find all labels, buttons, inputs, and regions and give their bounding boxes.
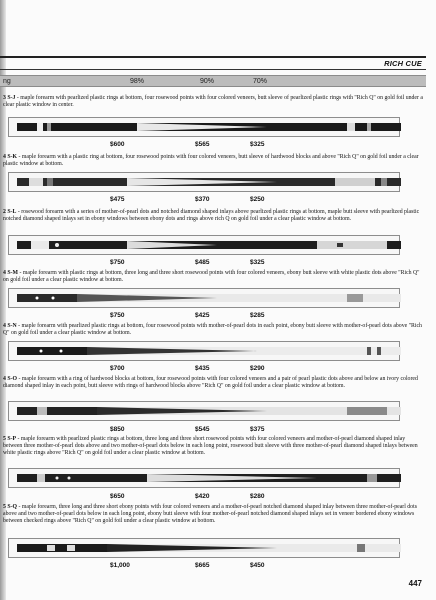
price-98: $750 [110,259,125,266]
cue-photo [8,117,400,137]
item-code: 4 S-M [3,270,18,276]
item-description [3,270,423,284]
cue-photo [8,401,400,421]
cue-image [17,346,401,356]
item-text: - maple forearm with pearlized plastic rings at bottom, three long and three short rosewood points with four colored veneers and mother-of-pearl diamond shaped inlay between three mother-of-pearl dots above and two mother-of-pearl dots below in each long point, rosewood butt sleeve with three mother-of-pearl diamond shaped inlays between white plastic rings above "Rich Q" on gold foil under a clear plastic window at bottom. [3,436,418,457]
item-description [3,436,423,457]
price-70: $290 [250,365,265,372]
price-90: $425 [195,312,210,319]
item-description [3,154,423,168]
grade-98: 98% [130,78,145,85]
grade-90: 90% [200,78,215,85]
item-code: 5 S-Q [3,504,18,510]
price-98: $475 [110,196,125,203]
item-text: - maple forearm with pearlized plastic rings at bottom, four rosewood points with mother-of-pearl dots in each point, ebony butt sleeve with mother-of-pearl dots above "Rich Q" on gold foil under a clear plastic window at bottom. [3,323,422,337]
price-98: $700 [110,365,125,372]
grade-70: 70% [253,78,268,85]
cue-image [17,240,401,250]
item-code: 4 S-N [3,323,17,329]
price-90: $545 [195,426,210,433]
cue-image [17,122,401,132]
price-98: $600 [110,141,125,148]
item-description [3,504,423,525]
section-title: RICH CUE [384,59,422,68]
item-text: - maple forearm with plastic rings at bottom, three long and three short rosewood points with four colored veneers, ebony butt sleeve with white plastic dots above "Rich Q" on gold foil under a clear plastic window at bottom. [3,270,420,284]
cue-photo [8,172,400,192]
cue-image [17,177,401,187]
item-text: - maple forearm with pearlized plastic rings at bottom, four rosewood points with four colored veneers, butt sleeve of pearlized plastic rings with "Rich Q" on gold foil under a clear plastic window in center. [3,95,423,109]
cue-image [17,473,401,483]
price-90: $565 [195,141,210,148]
condition-grade-bar [0,75,426,87]
item-text: - rosewood forearm with a series of mother-of-pearl dots and notched diamond shaped inlays above pearlized plastic rings at bottom, maple butt sleeve with pearlized plastic notched diamond shaped inlays set in ebony windows between ebony dots and rings above rich Q on gold foil under a clear plastic window at bottom. [3,209,420,223]
price-70: $375 [250,426,265,433]
price-70: $450 [250,562,265,569]
item-code: 4 S-K [3,154,18,160]
item-description [3,376,423,390]
cue-photo [8,341,400,361]
price-98: $850 [110,426,125,433]
item-description [3,209,423,223]
cue-photo [8,468,400,488]
item-description [3,95,423,109]
cue-image [17,543,401,553]
price-70: $325 [250,259,265,266]
price-70: $280 [250,493,265,500]
item-description [3,323,423,337]
price-70: $285 [250,312,265,319]
price-90: $485 [195,259,210,266]
price-90: $370 [195,196,210,203]
grade-bar-label: ng [3,78,11,85]
cue-image [17,293,401,303]
item-text: - maple forearm with a ring of hardwood blocks at bottom, four rosewood points with four colored veneers and a pair of pearl plastic dots above and below an ivory colored diamond shaped inlay in each point, butt sleeve with rings of hardwood blocks above "Rich Q" on gold foil under a clear plastic window at bottom. [3,376,418,390]
price-70: $325 [250,141,265,148]
header-rule-lower [0,69,426,70]
cue-photo [8,235,400,255]
item-code: 2 S-L [3,209,17,215]
item-code: 4 S-O [3,376,18,382]
page-number: 447 [408,579,422,588]
price-98: $1,000 [110,562,130,569]
cue-image [17,406,401,416]
cue-photo [8,538,400,558]
price-70: $250 [250,196,265,203]
item-code: 3 S-J [3,95,16,101]
price-90: $420 [195,493,210,500]
item-text: - maple forearm with a plastic ring at bottom, four rosewood points with four colored veneers, butt sleeve of hardwood blocks and above "Rich Q" on gold foil under a clear plastic window at bottom. [3,154,419,168]
price-98: $750 [110,312,125,319]
price-98: $650 [110,493,125,500]
item-text: - maple forearm, three long and three short ebony points with four colored veneers and a mother-of-pearl notched diamond shaped inlay between three mother-of-pearl dots above and two mother-of-pearl dots below in each long point, ebony butt sleeve with four mother-of-pearl notched diamond shaped inlays set in veneer bordered ebony windows between checked rings above "Rich Q" on gold foil under a clear plastic window at bottom. [3,504,417,525]
price-90: $665 [195,562,210,569]
item-code: 5 S-P [3,436,17,442]
cue-photo [8,288,400,308]
price-90: $435 [195,365,210,372]
header-rule [0,56,426,58]
